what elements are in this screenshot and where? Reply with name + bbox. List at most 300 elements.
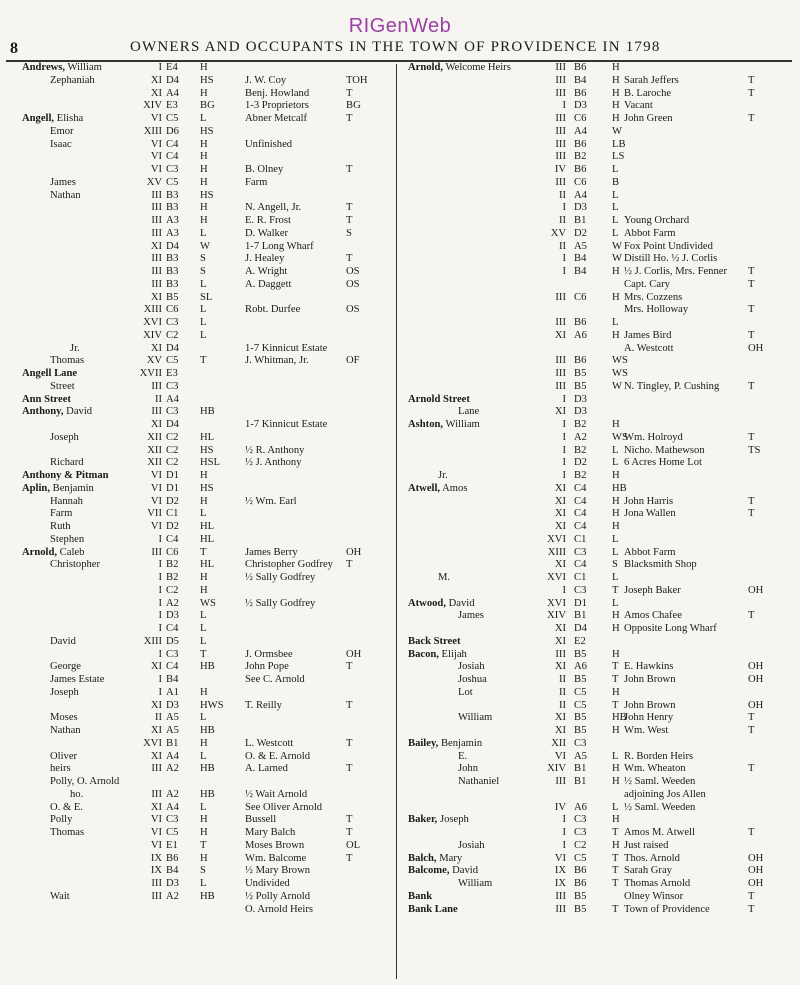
entry-ward: VI [150, 470, 162, 481]
entry-status: T [748, 74, 755, 86]
entry-use: HB [612, 712, 627, 724]
entry-ward: IV [554, 801, 566, 813]
entry-lot: C3 [166, 317, 179, 328]
entry-row [0, 496, 396, 509]
entry-use: H [612, 113, 620, 124]
entry-use: L [200, 635, 207, 647]
entry-lot: C2 [166, 457, 179, 469]
entry-lot: A2 [166, 597, 179, 609]
entry-name: Street [50, 380, 75, 392]
entry-row [0, 228, 396, 241]
entry-name: Anthony & Pitman [22, 470, 109, 481]
entry-name: Lane [458, 406, 480, 418]
entry-occupant: A. Wright [245, 266, 288, 277]
entry-occupant: ½ Sally Godfrey [245, 597, 316, 609]
entry-lot: E4 [166, 62, 178, 73]
entry-use: L [612, 546, 619, 558]
entry-row [398, 661, 800, 674]
entry-row [0, 164, 396, 177]
entry-use: HS [200, 189, 214, 201]
entry-row [398, 865, 800, 878]
entry-ward: XI [554, 495, 566, 507]
entry-lot: A3 [166, 215, 179, 226]
entry-name: Anthony, David [22, 406, 93, 418]
entry-lot: A1 [166, 686, 179, 698]
entry-ward: III [555, 151, 566, 163]
entry-use: WS [612, 368, 628, 379]
entry-status: T [748, 495, 755, 507]
entry-occupant: N. Tingley, P. Cushing [624, 380, 720, 392]
entry-occupant: ½ Sally Godfrey [245, 572, 316, 583]
entry-name: William [458, 712, 493, 724]
entry-ward: I [562, 431, 566, 443]
entry-occupant: Opposite Long Wharf [624, 623, 717, 634]
entry-occupant: ½ R. Anthony [245, 444, 305, 456]
entry-lot: B6 [574, 164, 587, 175]
entry-lot: C5 [166, 176, 179, 188]
entry-lot: C6 [574, 291, 587, 303]
entry-use: H [612, 470, 620, 481]
entry-ward: XI [150, 240, 162, 252]
entry-ward: III [555, 890, 566, 902]
entry-lot: C1 [574, 572, 587, 583]
entry-lot: C5 [166, 827, 179, 838]
entry-row [0, 840, 396, 853]
entry-row [398, 623, 800, 636]
entry-occupant: T. Reilly [245, 699, 282, 711]
entry-lot: B5 [574, 380, 587, 392]
entry-use: HL [200, 521, 215, 532]
entry-lot: B6 [574, 878, 587, 889]
entry-lot: B5 [574, 368, 587, 379]
entry-lot: B1 [166, 737, 179, 749]
entry-status: T [748, 278, 755, 290]
entry-status: T [748, 380, 755, 392]
entry-use: L [200, 508, 207, 520]
entry-ward: III [151, 189, 162, 201]
entry-occupant: Benj. Howland [245, 87, 310, 99]
entry-ward: I [158, 533, 162, 545]
entry-row [398, 508, 800, 521]
entry-ward: VI [150, 827, 162, 838]
entry-row [398, 674, 800, 687]
entry-name: Isaac [50, 138, 72, 150]
entry-use: L [200, 227, 207, 239]
entry-occupant: Mary Balch [245, 827, 296, 838]
entry-ward: III [151, 266, 162, 277]
entry-occupant: John Pope [245, 661, 289, 673]
entry-use: T [612, 584, 619, 596]
entry-row [0, 190, 396, 203]
entry-row [398, 483, 800, 496]
entry-lot: B4 [574, 253, 587, 265]
entry-lot: B3 [166, 278, 179, 290]
entry-name: Farm [50, 508, 73, 520]
entry-row [0, 113, 396, 126]
entry-ward: XI [150, 699, 162, 711]
entry-lot: C3 [166, 648, 179, 660]
entry-occupant: Vacant [624, 100, 653, 112]
entry-ward: XVI [143, 317, 162, 328]
entry-ward: II [558, 674, 566, 685]
entry-status: T [748, 431, 755, 443]
entry-row [398, 802, 800, 815]
entry-ward: IX [150, 865, 162, 877]
entry-status: T [346, 164, 353, 175]
entry-row [398, 878, 800, 891]
entry-row [0, 547, 396, 560]
entry-ward: III [151, 278, 162, 290]
entry-ward: XI [554, 661, 566, 673]
entry-use: S [200, 253, 206, 265]
entry-ward: I [562, 253, 566, 265]
entry-row [398, 432, 800, 445]
entry-status: OF [346, 355, 360, 367]
entry-use: LS [612, 151, 625, 163]
entry-occupant: J. W. Coy [245, 74, 287, 86]
entry-status: TS [748, 444, 761, 456]
entry-use: W [612, 380, 622, 392]
entry-row [398, 151, 800, 164]
entry-ward: XVI [143, 737, 162, 749]
entry-lot: A5 [166, 725, 179, 736]
entry-status: T [748, 113, 755, 124]
entry-occupant: adjoining Jos Allen [624, 788, 706, 800]
entry-row [0, 725, 396, 738]
entry-row [0, 649, 396, 662]
entry-ward: I [158, 597, 162, 609]
entry-occupant: Thos. Arnold [624, 852, 680, 864]
entry-lot: B4 [574, 74, 587, 86]
entry-occupant: J. Healey [245, 253, 285, 265]
entry-ward: II [558, 189, 566, 201]
entry-status: T [346, 559, 353, 571]
entry-row [0, 827, 396, 840]
entry-ward: III [555, 87, 566, 99]
entry-use: WS [612, 431, 628, 443]
entry-use: H [200, 138, 208, 150]
entry-ward: IX [150, 852, 162, 864]
entry-lot: B6 [166, 852, 179, 864]
entry-occupant: Wm. Holroyd [624, 431, 683, 443]
entry-row [398, 470, 800, 483]
entry-lot: B1 [574, 215, 587, 226]
entry-row [398, 534, 800, 547]
entry-name: Atwell, Amos [408, 482, 468, 494]
page-number: 8 [10, 40, 18, 57]
entry-name: Zephaniah [50, 74, 95, 86]
entry-row [0, 241, 396, 254]
entry-use: S [200, 865, 206, 877]
entry-use: H [200, 584, 208, 596]
entry-lot: B5 [166, 291, 179, 303]
entry-row [398, 610, 800, 623]
entry-name: Nathaniel [458, 776, 500, 787]
right-column [398, 62, 800, 916]
entry-lot: C3 [166, 814, 179, 826]
entry-ward: VI [150, 164, 162, 175]
entry-name: Josiah [458, 661, 485, 673]
entry-lot: D4 [166, 419, 179, 430]
entry-occupant: E. Hawkins [624, 661, 674, 673]
entry-use: L [200, 610, 207, 622]
entry-use: HL [200, 533, 215, 545]
entry-occupant: B. Laroche [624, 87, 672, 99]
entry-ward: III [151, 788, 162, 800]
entry-use: H [200, 814, 208, 826]
entry-use: L [612, 533, 619, 545]
entry-ward: XIII [143, 635, 162, 647]
entry-lot: D4 [166, 342, 179, 354]
entry-status: T [748, 725, 755, 736]
entry-lot: D3 [166, 610, 179, 622]
entry-use: L [612, 597, 619, 609]
entry-ward: XI [150, 419, 162, 430]
entry-name: Andrews, William [22, 62, 102, 73]
entry-status: T [346, 661, 353, 673]
entry-lot: E3 [166, 368, 178, 379]
entry-ward: III [151, 202, 162, 214]
entry-lot: B2 [574, 470, 587, 481]
entry-lot: B3 [166, 189, 179, 201]
entry-use: HB [200, 725, 215, 736]
entry-lot: D5 [166, 635, 179, 647]
entry-occupant: Thomas Arnold [624, 878, 691, 889]
entry-use: L [612, 215, 619, 226]
entry-status: OH [748, 661, 764, 673]
entry-status: T [346, 215, 353, 226]
entry-lot: C2 [574, 839, 587, 851]
entry-lot: B5 [574, 648, 587, 660]
entry-occupant: J. Ormsbee [245, 648, 293, 660]
entry-use: LB [612, 138, 626, 150]
entry-lot: B6 [574, 317, 587, 328]
entry-lot: B2 [574, 151, 587, 163]
entry-ward: XI [150, 291, 162, 303]
entry-ward: III [555, 317, 566, 328]
entry-status: T [748, 304, 755, 316]
entry-lot: B5 [574, 725, 587, 736]
entry-row [398, 712, 800, 725]
entry-lot: D1 [574, 597, 587, 609]
entry-occupant: ½ J. Anthony [245, 457, 302, 469]
entry-ward: XII [147, 431, 162, 443]
entry-name: Ashton, William [408, 419, 480, 430]
entry-ward: XII [147, 457, 162, 469]
entry-ward: III [151, 878, 162, 889]
entry-lot: B6 [574, 138, 587, 150]
site-brand: RIGenWeb [348, 15, 452, 37]
entry-use: T [200, 648, 207, 660]
entry-use: L [612, 750, 619, 762]
entry-status: T [346, 827, 353, 838]
entry-use: H [612, 648, 620, 660]
entry-row [398, 814, 800, 827]
entry-ward: XV [550, 227, 566, 239]
entry-lot: B6 [574, 865, 587, 877]
entry-row [0, 445, 396, 458]
entry-lot: C5 [574, 686, 587, 698]
entry-lot: D6 [166, 125, 179, 137]
entry-ward: XV [146, 355, 162, 367]
entry-use: S [612, 559, 618, 571]
entry-name: Arnold, Welcome Heirs [408, 62, 511, 73]
entry-occupant: Amos M. Atwell [624, 827, 695, 838]
entry-row [398, 343, 800, 356]
entry-lot: B3 [166, 202, 179, 214]
entry-occupant: Abbot Farm [624, 546, 676, 558]
entry-ward: XI [150, 725, 162, 736]
entry-status: OS [346, 278, 360, 290]
entry-status: T [346, 253, 353, 265]
entry-name: Jr. [438, 470, 448, 481]
entry-ward: I [158, 572, 162, 583]
entry-name: James Estate [50, 674, 105, 685]
entry-lot: C1 [166, 508, 179, 520]
entry-lot: D1 [166, 482, 179, 494]
entry-row [398, 547, 800, 560]
entry-ward: III [555, 368, 566, 379]
entry-use: H [612, 776, 620, 787]
entry-use: H [612, 839, 620, 851]
entry-status: OH [748, 342, 764, 354]
entry-ward: I [158, 674, 162, 685]
entry-occupant: John Harris [624, 495, 674, 507]
entry-row [0, 508, 396, 521]
entry-occupant: Sarah Jeffers [624, 74, 679, 86]
entry-lot: C4 [166, 661, 179, 673]
entry-row [0, 381, 396, 394]
entry-status: T [748, 903, 755, 915]
entry-lot: A4 [574, 189, 587, 201]
entry-occupant: Abner Metcalf [245, 113, 308, 124]
entry-row [398, 253, 800, 266]
entry-row [398, 751, 800, 764]
entry-lot: C5 [574, 852, 587, 864]
entry-name: Bailey, Benjamin [408, 737, 483, 749]
entry-name: O. & E. [50, 801, 83, 813]
entry-ward: XVI [547, 597, 566, 609]
entry-status: T [346, 763, 353, 775]
entry-name: Joseph [50, 686, 79, 698]
entry-row [0, 432, 396, 445]
entry-use: L [200, 623, 207, 634]
entry-row [398, 368, 800, 381]
entry-occupant: John Green [624, 113, 673, 124]
entry-status: OL [346, 839, 361, 851]
entry-use: H [200, 852, 208, 864]
entry-lot: D3 [574, 100, 587, 112]
entry-row [398, 445, 800, 458]
entry-use: HB [200, 406, 215, 418]
entry-occupant: 1-3 Proprietors [245, 100, 309, 112]
entry-row [398, 725, 800, 738]
entry-ward: I [562, 393, 566, 405]
entry-ward: I [562, 839, 566, 851]
entry-ward: VII [147, 508, 162, 520]
entry-use: H [200, 87, 208, 99]
entry-ward: XI [554, 406, 566, 418]
entry-name: Polly, O. Arnold [50, 776, 120, 787]
entry-name: Josiah [458, 839, 485, 851]
left-column [0, 62, 396, 916]
entry-lot: C2 [166, 444, 179, 456]
entry-row [398, 521, 800, 534]
entry-use: H [612, 725, 620, 736]
entry-lot: B5 [574, 890, 587, 902]
entry-ward: III [555, 380, 566, 392]
entry-lot: D3 [166, 878, 179, 889]
entry-status: TOH [346, 74, 368, 86]
entry-use: T [612, 903, 619, 915]
entry-use: HB [200, 788, 215, 800]
entry-row [398, 62, 800, 75]
entry-row [0, 585, 396, 598]
entry-use: W [612, 253, 622, 265]
entry-status: OS [346, 304, 360, 316]
entry-lot: D4 [574, 623, 587, 634]
entry-occupant: 1-7 Long Wharf [245, 240, 314, 252]
entry-lot: A4 [166, 87, 179, 99]
entry-ward: XI [150, 750, 162, 762]
entry-ward: XII [147, 444, 162, 456]
entry-use: L [612, 164, 619, 175]
entry-row [398, 419, 800, 432]
entry-name: Thomas [50, 355, 85, 367]
entry-row [0, 62, 396, 75]
entry-ward: XIV [547, 763, 566, 775]
entry-name: M. [438, 572, 451, 583]
entry-row [0, 215, 396, 228]
entry-use: T [200, 546, 207, 558]
entry-ward: III [555, 138, 566, 150]
entry-ward: III [555, 74, 566, 86]
entry-occupant: Abbot Farm [624, 227, 676, 239]
entry-lot: C2 [166, 329, 179, 341]
entry-occupant: 1-7 Kinnicut Estate [245, 419, 328, 430]
entry-status: T [748, 712, 755, 724]
entry-row [0, 75, 396, 88]
entry-ward: XI [150, 801, 162, 813]
entry-occupant: ½ Wm. Earl [245, 495, 297, 507]
entry-ward: I [158, 62, 162, 73]
entry-occupant: ½ Saml. Weeden [624, 776, 696, 787]
entry-lot: A2 [574, 431, 587, 443]
entry-name: Lot [458, 686, 473, 698]
entry-use: H [200, 215, 208, 226]
entry-use: L [200, 329, 207, 341]
entry-ward: I [562, 827, 566, 838]
entry-use: H [200, 737, 208, 749]
entry-ward: VI [150, 839, 162, 851]
entry-row [398, 215, 800, 228]
entry-lot: C2 [166, 584, 179, 596]
entry-occupant: 1-7 Kinnicut Estate [245, 342, 328, 354]
entry-row [398, 139, 800, 152]
entry-use: HS [200, 74, 214, 86]
entry-occupant: Amos Chafee [624, 610, 682, 622]
entry-use: T [612, 878, 619, 889]
entry-name: Balch, Mary [408, 852, 463, 864]
entry-row [398, 559, 800, 572]
entry-use: L [612, 801, 619, 813]
entry-occupant: Robt. Durfee [245, 304, 301, 316]
entry-lot: D2 [166, 495, 179, 507]
entry-row [0, 100, 396, 113]
entry-ward: III [151, 227, 162, 239]
entry-use: HSL [200, 457, 221, 469]
entry-ward: IX [554, 865, 566, 877]
